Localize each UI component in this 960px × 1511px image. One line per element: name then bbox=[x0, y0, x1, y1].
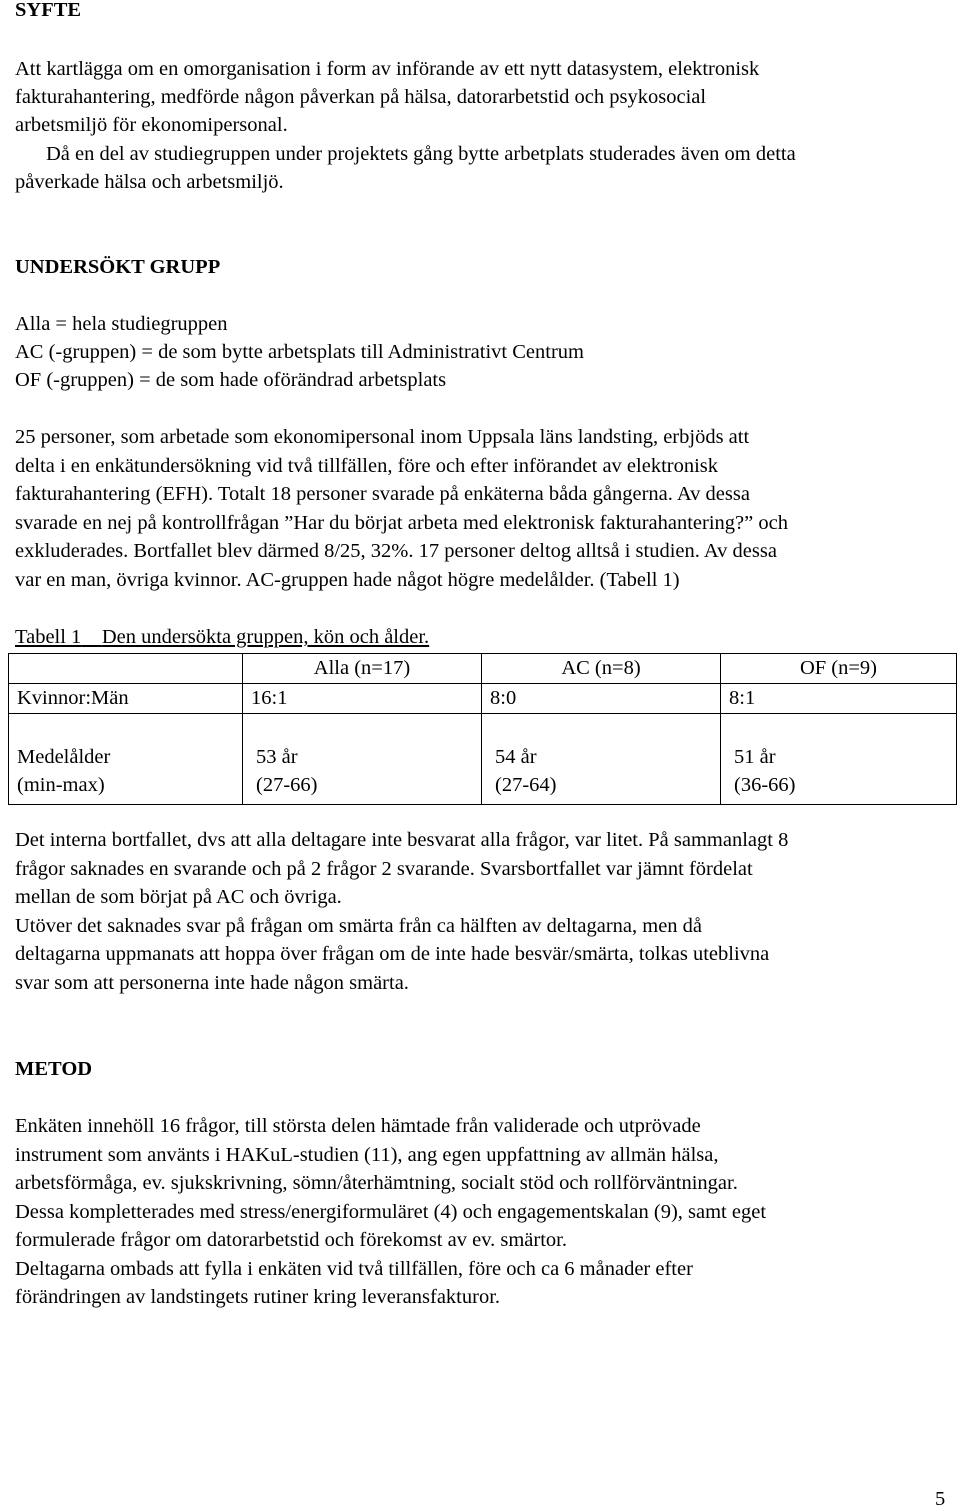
syfte-line: arbetsmiljö för ekonomipersonal. bbox=[15, 114, 288, 136]
bortfall-line: svar som att personerna inte hade någon smärta. bbox=[15, 972, 409, 994]
grupp-paragraph-line: delta i en enkätundersökning vid två tillfällen, före och efter införandet av elektronisk bbox=[15, 455, 719, 477]
table-row bbox=[9, 683, 957, 713]
table-caption-text: Den undersökta gruppen, kön och ålder. bbox=[101, 626, 430, 648]
metod-line: Dessa kompletterades med stress/energiformuläret (4) och engagementskalan (9), samt eget bbox=[15, 1201, 767, 1223]
table-cell bbox=[721, 713, 957, 804]
grupp-paragraph-line: 25 personer, som arbetade som ekonomipersonal inom Uppsala läns landsting, erbjöds att bbox=[15, 426, 750, 448]
heading-metod: METOD bbox=[15, 1058, 93, 1080]
syfte-line: Att kartlägga om en omorganisation i form av införande av ett nytt datasystem, elektronisk bbox=[15, 58, 760, 80]
table-cell-line: Medelålder bbox=[17, 745, 111, 768]
table-cell: 8:0 bbox=[482, 683, 721, 713]
bortfall-line: frågor saknades en svarande och på 2 frågor 2 svarande. Svarsbortfallet var jämnt fördelat bbox=[15, 858, 753, 880]
table-caption-gap bbox=[81, 626, 102, 648]
table-caption-label: Tabell 1 bbox=[15, 626, 82, 648]
syfte-line: påverkade hälsa och arbetsmiljö. bbox=[15, 171, 284, 193]
table-cell-line: (27-64) bbox=[495, 773, 557, 796]
grupp-paragraph-line: var en man, övriga kvinnor. AC-gruppen hade något högre medelålder. (Tabell 1) bbox=[15, 569, 680, 591]
grupp-paragraph-line: fakturahantering (EFH). Totalt 18 personer svarade på enkäterna båda gångerna. Av dessa bbox=[15, 483, 750, 505]
syfte-line: fakturahantering, medförde någon påverkan på hälsa, datorarbetstid och psykosocial bbox=[15, 86, 707, 108]
table-cell-line: (36-66) bbox=[734, 773, 796, 796]
table-cell bbox=[482, 713, 721, 804]
grupp-paragraph-line: svarade en nej på kontrollfrågan ”Har du börjat arbeta med elektronisk fakturahantering?” och bbox=[15, 512, 788, 534]
syfte-line: Då en del av studiegruppen under projektets gång bytte arbetplats studerades även om detta bbox=[46, 143, 796, 165]
bortfall-line: mellan de som börjat på AC och övriga. bbox=[15, 886, 342, 908]
definition-line: AC (-gruppen) = de som bytte arbetsplats till Administrativt Centrum bbox=[15, 341, 584, 363]
table-header-cell: OF (n=9) bbox=[721, 654, 957, 684]
metod-line: arbetsförmåga, ev. sjukskrivning, sömn/återhämtning, socialt stöd och rollförväntningar. bbox=[15, 1172, 738, 1194]
table-cell: Kvinnor:Män bbox=[9, 683, 243, 713]
table-cell bbox=[243, 713, 482, 804]
table-cell-line: (min-max) bbox=[17, 773, 105, 796]
table-cell bbox=[9, 713, 243, 804]
metod-line: formulerade frågor om datorarbetstid och förekomst av ev. smärtor. bbox=[15, 1229, 567, 1251]
metod-line: Enkäten innehöll 16 frågor, till största delen hämtade från validerade och utprövade bbox=[15, 1115, 701, 1137]
metod-line: förändringen av landstingets rutiner kring leveransfakturor. bbox=[15, 1286, 501, 1308]
table-cell-line: 51 år bbox=[734, 745, 776, 768]
table-header-cell: Alla (n=17) bbox=[243, 654, 482, 684]
definition-line: Alla = hela studiegruppen bbox=[15, 313, 228, 335]
table-cell: 16:1 bbox=[243, 683, 482, 713]
table-caption bbox=[15, 627, 429, 648]
table-cell: 8:1 bbox=[721, 683, 957, 713]
table-header-row bbox=[9, 654, 957, 684]
table-cell-line: (27-66) bbox=[256, 773, 318, 796]
metod-line: instrument som använts i HAKuL-studien (11), ang egen uppfattning av allmän hälsa, bbox=[15, 1144, 719, 1166]
definition-line: OF (-gruppen) = de som hade oförändrad arbetsplats bbox=[15, 369, 447, 391]
metod-line: Deltagarna ombads att fylla i enkäten vid två tillfällen, före och ca 6 månader efter bbox=[15, 1258, 693, 1280]
table-header-cell: AC (n=8) bbox=[482, 654, 721, 684]
grupp-paragraph-line: exkluderades. Bortfallet blev därmed 8/25, 32%. 17 personer deltog alltså i studien. Av dessa bbox=[15, 540, 777, 562]
bortfall-line: Utöver det saknades svar på frågan om smärta från ca hälften av deltagarna, men då bbox=[15, 915, 703, 937]
table-row bbox=[9, 713, 957, 804]
bortfall-line: deltagarna uppmanats att hoppa över frågan om de inte hade besvär/smärta, tolkas uteblivna bbox=[15, 943, 770, 965]
bortfall-line: Det interna bortfallet, dvs att alla deltagare inte besvarat alla frågor, var litet. På sammanlagt 8 bbox=[15, 829, 789, 851]
page-number: 5 bbox=[935, 1488, 946, 1510]
demographics-table bbox=[8, 653, 957, 805]
heading-undersokt-grupp: UNDERSÖKT GRUPP bbox=[15, 256, 221, 278]
table-header-cell bbox=[9, 654, 243, 684]
table-cell-line: 54 år bbox=[495, 745, 537, 768]
heading-syfte: SYFTE bbox=[15, 0, 82, 21]
table-cell-line: 53 år bbox=[256, 745, 298, 768]
